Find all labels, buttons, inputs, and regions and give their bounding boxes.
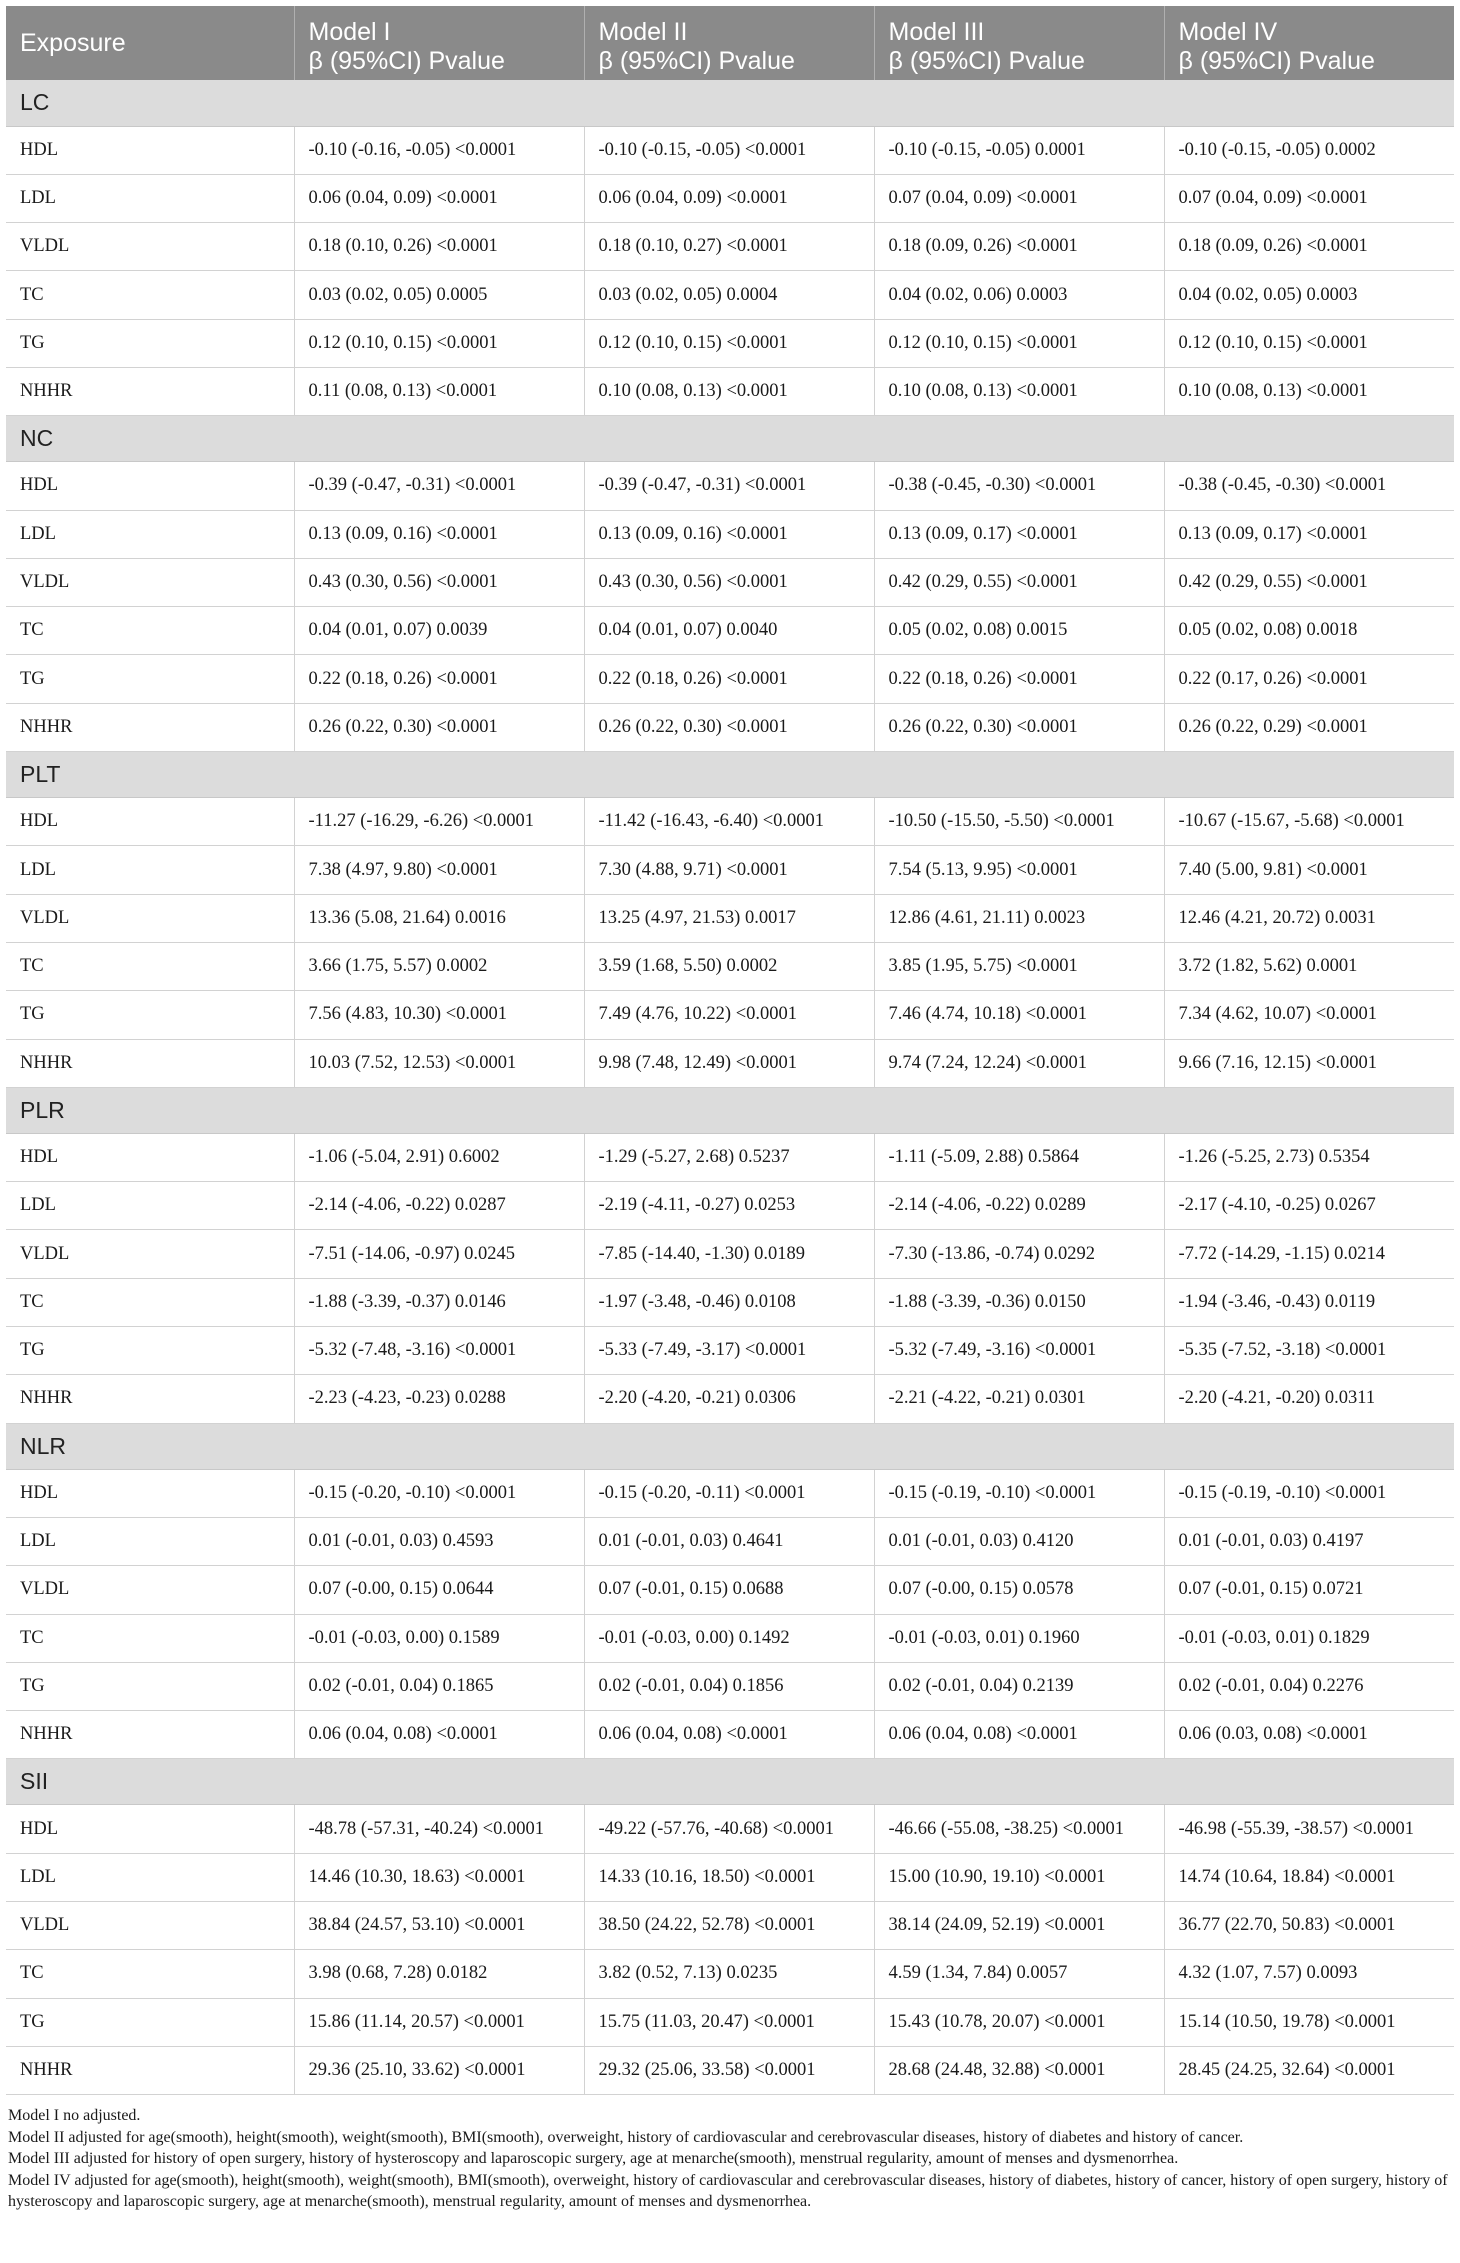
header-model-3 [874,6,1164,80]
model-4-value: -10.67 (-15.67, -5.68) <0.0001 [1164,798,1454,846]
model-1-value: -11.27 (-16.29, -6.26) <0.0001 [294,798,584,846]
model-3-value: 3.85 (1.95, 5.75) <0.0001 [874,942,1164,990]
exposure-label: NHHR [6,1375,294,1423]
model-2-value: 0.04 (0.01, 0.07) 0.0040 [584,607,874,655]
model-2-value: 0.06 (0.04, 0.08) <0.0001 [584,1711,874,1759]
model-1-value: -1.88 (-3.39, -0.37) 0.0146 [294,1278,584,1326]
header-exposure: Exposure [6,6,294,80]
model-3-value: -1.88 (-3.39, -0.36) 0.0150 [874,1278,1164,1326]
model-2-value: -2.19 (-4.11, -0.27) 0.0253 [584,1182,874,1230]
group-row [6,1759,1454,1805]
model-2-value: -0.39 (-0.47, -0.31) <0.0001 [584,462,874,510]
table-row [6,798,1454,846]
table-row [6,1998,1454,2046]
model-2-value: 0.18 (0.10, 0.27) <0.0001 [584,223,874,271]
model-3-value: 15.00 (10.90, 19.10) <0.0001 [874,1853,1164,1901]
model-3-value: 12.86 (4.61, 21.11) 0.0023 [874,894,1164,942]
header-model-2-name: Model II [598,18,688,46]
model-3-value: 0.13 (0.09, 0.17) <0.0001 [874,510,1164,558]
model-4-value: 0.02 (-0.01, 0.04) 0.2276 [1164,1662,1454,1710]
exposure-label: TC [6,1614,294,1662]
model-4-value: 0.05 (0.02, 0.08) 0.0018 [1164,607,1454,655]
model-1-value: 0.03 (0.02, 0.05) 0.0005 [294,271,584,319]
model-1-value: -2.14 (-4.06, -0.22) 0.0287 [294,1182,584,1230]
exposure-label: TC [6,1278,294,1326]
model-4-value: 15.14 (10.50, 19.78) <0.0001 [1164,1998,1454,2046]
table-row [6,1711,1454,1759]
footnote: Model IV adjusted for age(smooth), height(smooth), weight(smooth), BMI(smooth), overweight, history of cardiovascular and cerebrovascular diseases, history of diabetes, history of cancer, history of open surgery, history of hysteroscopy and laparoscopic surgery, age at menarche(smooth), menstrual regularity, amount of menses and dysmenorrhea. [8,2171,1448,2211]
header-model-1-sub: β (95%CI) Pvalue [308,47,505,75]
model-3-value: -0.10 (-0.15, -0.05) 0.0001 [874,126,1164,174]
model-3-value: 0.05 (0.02, 0.08) 0.0015 [874,607,1164,655]
model-2-value: -1.29 (-5.27, 2.68) 0.5237 [584,1133,874,1181]
model-4-value: 3.72 (1.82, 5.62) 0.0001 [1164,942,1454,990]
model-3-value: 15.43 (10.78, 20.07) <0.0001 [874,1998,1164,2046]
exposure-label: HDL [6,126,294,174]
table-row [6,462,1454,510]
model-3-value: 0.07 (0.04, 0.09) <0.0001 [874,174,1164,222]
model-1-value: 14.46 (10.30, 18.63) <0.0001 [294,1853,584,1901]
model-4-value: 0.12 (0.10, 0.15) <0.0001 [1164,319,1454,367]
footnote: Model III adjusted for history of open surgery, history of hysteroscopy and laparoscopic surgery, age at menarche(smooth), menstrual regularity, amount of menses and dysmenorrhea. [8,2150,1179,2168]
model-1-value: 0.43 (0.30, 0.56) <0.0001 [294,558,584,606]
model-3-value: -5.32 (-7.49, -3.16) <0.0001 [874,1327,1164,1375]
model-2-value: 15.75 (11.03, 20.47) <0.0001 [584,1998,874,2046]
table-row [6,1375,1454,1423]
model-2-value: -0.01 (-0.03, 0.00) 0.1492 [584,1614,874,1662]
model-2-value: 13.25 (4.97, 21.53) 0.0017 [584,894,874,942]
model-2-value: 0.26 (0.22, 0.30) <0.0001 [584,703,874,751]
model-3-value: -0.15 (-0.19, -0.10) <0.0001 [874,1469,1164,1517]
model-1-value: -7.51 (-14.06, -0.97) 0.0245 [294,1230,584,1278]
table-row [6,223,1454,271]
model-2-value: 3.82 (0.52, 7.13) 0.0235 [584,1950,874,1998]
model-1-value: 0.06 (0.04, 0.08) <0.0001 [294,1711,584,1759]
model-4-value: -1.26 (-5.25, 2.73) 0.5354 [1164,1133,1454,1181]
model-2-value: 0.43 (0.30, 0.56) <0.0001 [584,558,874,606]
model-1-value: 3.66 (1.75, 5.57) 0.0002 [294,942,584,990]
table-row [6,319,1454,367]
model-4-value: 9.66 (7.16, 12.15) <0.0001 [1164,1039,1454,1087]
model-2-value: 38.50 (24.22, 52.78) <0.0001 [584,1902,874,1950]
model-2-value: 0.13 (0.09, 0.16) <0.0001 [584,510,874,558]
model-4-value: -7.72 (-14.29, -1.15) 0.0214 [1164,1230,1454,1278]
group-label: PLT [6,752,1454,798]
model-4-value: -0.01 (-0.03, 0.01) 0.1829 [1164,1614,1454,1662]
model-4-value: 0.13 (0.09, 0.17) <0.0001 [1164,510,1454,558]
table-row [6,2046,1454,2094]
model-4-value: 7.40 (5.00, 9.81) <0.0001 [1164,846,1454,894]
table-row [6,271,1454,319]
table-row [6,1230,1454,1278]
exposure-label: TC [6,1950,294,1998]
model-4-value: 0.07 (-0.01, 0.15) 0.0721 [1164,1566,1454,1614]
model-2-value: -49.22 (-57.76, -40.68) <0.0001 [584,1805,874,1853]
footnote: Model II adjusted for age(smooth), height(smooth), weight(smooth), BMI(smooth), overweight, history of cardiovascular and cerebrovascular diseases, history of diabetes and history of cancer. [8,2128,1244,2146]
model-3-value: 4.59 (1.34, 7.84) 0.0057 [874,1950,1164,1998]
group-label: NLR [6,1423,1454,1469]
model-3-value: 0.22 (0.18, 0.26) <0.0001 [874,655,1164,703]
exposure-label: LDL [6,1853,294,1901]
model-2-value: 0.07 (-0.01, 0.15) 0.0688 [584,1566,874,1614]
exposure-label: VLDL [6,558,294,606]
table-row [6,655,1454,703]
exposure-label: TG [6,319,294,367]
exposure-label: HDL [6,798,294,846]
table-row [6,1469,1454,1517]
model-4-value: -0.38 (-0.45, -0.30) <0.0001 [1164,462,1454,510]
table-row [6,1566,1454,1614]
table-row [6,510,1454,558]
table-row [6,607,1454,655]
group-label: LC [6,80,1454,126]
model-1-value: 29.36 (25.10, 33.62) <0.0001 [294,2046,584,2094]
table-header [6,6,1454,80]
table-row [6,942,1454,990]
table-row [6,1517,1454,1565]
model-4-value: 12.46 (4.21, 20.72) 0.0031 [1164,894,1454,942]
model-1-value: 13.36 (5.08, 21.64) 0.0016 [294,894,584,942]
model-1-value: -0.01 (-0.03, 0.00) 0.1589 [294,1614,584,1662]
exposure-label: TC [6,607,294,655]
exposure-label: TG [6,991,294,1039]
header-model-1 [294,6,584,80]
model-4-value: 0.22 (0.17, 0.26) <0.0001 [1164,655,1454,703]
model-4-value: -1.94 (-3.46, -0.43) 0.0119 [1164,1278,1454,1326]
exposure-label: VLDL [6,894,294,942]
model-4-value: 0.26 (0.22, 0.29) <0.0001 [1164,703,1454,751]
header-model-1-name: Model I [308,18,391,46]
model-4-value: 7.34 (4.62, 10.07) <0.0001 [1164,991,1454,1039]
model-1-value: 10.03 (7.52, 12.53) <0.0001 [294,1039,584,1087]
table-row [6,1853,1454,1901]
model-1-value: 0.13 (0.09, 0.16) <0.0001 [294,510,584,558]
model-2-value: 29.32 (25.06, 33.58) <0.0001 [584,2046,874,2094]
exposure-label: TG [6,1998,294,2046]
group-label: NC [6,416,1454,462]
group-label: SII [6,1759,1454,1805]
table-row [6,1327,1454,1375]
model-3-value: 0.42 (0.29, 0.55) <0.0001 [874,558,1164,606]
model-1-value: -0.10 (-0.16, -0.05) <0.0001 [294,126,584,174]
model-4-value: -2.17 (-4.10, -0.25) 0.0267 [1164,1182,1454,1230]
model-2-value: -2.20 (-4.20, -0.21) 0.0306 [584,1375,874,1423]
regression-results-table [6,6,1454,2095]
model-2-value: 0.06 (0.04, 0.09) <0.0001 [584,174,874,222]
exposure-label: NHHR [6,703,294,751]
model-2-value: 0.22 (0.18, 0.26) <0.0001 [584,655,874,703]
exposure-label: VLDL [6,1902,294,1950]
model-1-value: 3.98 (0.68, 7.28) 0.0182 [294,1950,584,1998]
model-3-value: 7.54 (5.13, 9.95) <0.0001 [874,846,1164,894]
model-1-value: -0.15 (-0.20, -0.10) <0.0001 [294,1469,584,1517]
model-4-value: 0.06 (0.03, 0.08) <0.0001 [1164,1711,1454,1759]
exposure-label: TG [6,1662,294,1710]
exposure-label: NHHR [6,2046,294,2094]
model-3-value: 7.46 (4.74, 10.18) <0.0001 [874,991,1164,1039]
model-3-value: 0.26 (0.22, 0.30) <0.0001 [874,703,1164,751]
model-4-value: -46.98 (-55.39, -38.57) <0.0001 [1164,1805,1454,1853]
group-row [6,1423,1454,1469]
table-footnotes [6,2095,1454,2213]
results-table-container [6,6,1454,2213]
exposure-label: TG [6,1327,294,1375]
table-row [6,1950,1454,1998]
exposure-label: HDL [6,1133,294,1181]
table-row [6,1278,1454,1326]
table-row [6,991,1454,1039]
table-row [6,1039,1454,1087]
model-1-value: 7.56 (4.83, 10.30) <0.0001 [294,991,584,1039]
model-1-value: 15.86 (11.14, 20.57) <0.0001 [294,1998,584,2046]
group-label: PLR [6,1087,1454,1133]
exposure-label: HDL [6,462,294,510]
model-4-value: 0.42 (0.29, 0.55) <0.0001 [1164,558,1454,606]
model-1-value: -48.78 (-57.31, -40.24) <0.0001 [294,1805,584,1853]
exposure-label: VLDL [6,1566,294,1614]
group-row [6,1087,1454,1133]
model-3-value: -2.21 (-4.22, -0.21) 0.0301 [874,1375,1164,1423]
exposure-label: NHHR [6,1039,294,1087]
table-body [6,80,1454,2095]
model-3-value: -0.01 (-0.03, 0.01) 0.1960 [874,1614,1164,1662]
table-row [6,367,1454,415]
table-row [6,846,1454,894]
model-3-value: 28.68 (24.48, 32.88) <0.0001 [874,2046,1164,2094]
table-row [6,894,1454,942]
model-3-value: 9.74 (7.24, 12.24) <0.0001 [874,1039,1164,1087]
model-1-value: 0.18 (0.10, 0.26) <0.0001 [294,223,584,271]
model-3-value: 0.12 (0.10, 0.15) <0.0001 [874,319,1164,367]
model-3-value: -10.50 (-15.50, -5.50) <0.0001 [874,798,1164,846]
group-row [6,752,1454,798]
model-2-value: -5.33 (-7.49, -3.17) <0.0001 [584,1327,874,1375]
model-2-value: -0.15 (-0.20, -0.11) <0.0001 [584,1469,874,1517]
header-model-4-sub: β (95%CI) Pvalue [1178,47,1375,75]
header-model-2-sub: β (95%CI) Pvalue [598,47,795,75]
model-4-value: -5.35 (-7.52, -3.18) <0.0001 [1164,1327,1454,1375]
model-2-value: 0.12 (0.10, 0.15) <0.0001 [584,319,874,367]
group-row [6,80,1454,126]
header-model-3-name: Model III [888,18,985,46]
model-2-value: 0.03 (0.02, 0.05) 0.0004 [584,271,874,319]
table-row [6,558,1454,606]
table-row [6,174,1454,222]
model-4-value: 0.04 (0.02, 0.05) 0.0003 [1164,271,1454,319]
model-2-value: -1.97 (-3.48, -0.46) 0.0108 [584,1278,874,1326]
model-4-value: -0.15 (-0.19, -0.10) <0.0001 [1164,1469,1454,1517]
model-4-value: -2.20 (-4.21, -0.20) 0.0311 [1164,1375,1454,1423]
model-2-value: -7.85 (-14.40, -1.30) 0.0189 [584,1230,874,1278]
model-2-value: 7.30 (4.88, 9.71) <0.0001 [584,846,874,894]
model-2-value: 9.98 (7.48, 12.49) <0.0001 [584,1039,874,1087]
model-4-value: 36.77 (22.70, 50.83) <0.0001 [1164,1902,1454,1950]
model-3-value: 0.04 (0.02, 0.06) 0.0003 [874,271,1164,319]
model-1-value: 0.11 (0.08, 0.13) <0.0001 [294,367,584,415]
model-4-value: 28.45 (24.25, 32.64) <0.0001 [1164,2046,1454,2094]
model-1-value: 7.38 (4.97, 9.80) <0.0001 [294,846,584,894]
model-1-value: 0.26 (0.22, 0.30) <0.0001 [294,703,584,751]
table-row [6,126,1454,174]
model-3-value: 0.18 (0.09, 0.26) <0.0001 [874,223,1164,271]
exposure-label: LDL [6,1182,294,1230]
model-3-value: -0.38 (-0.45, -0.30) <0.0001 [874,462,1164,510]
model-1-value: 0.12 (0.10, 0.15) <0.0001 [294,319,584,367]
model-2-value: 7.49 (4.76, 10.22) <0.0001 [584,991,874,1039]
exposure-label: VLDL [6,223,294,271]
exposure-label: HDL [6,1469,294,1517]
table-row [6,1902,1454,1950]
model-3-value: 0.02 (-0.01, 0.04) 0.2139 [874,1662,1164,1710]
model-3-value: 0.10 (0.08, 0.13) <0.0001 [874,367,1164,415]
model-1-value: 38.84 (24.57, 53.10) <0.0001 [294,1902,584,1950]
model-2-value: 14.33 (10.16, 18.50) <0.0001 [584,1853,874,1901]
exposure-label: TG [6,655,294,703]
model-4-value: 0.18 (0.09, 0.26) <0.0001 [1164,223,1454,271]
model-3-value: 0.06 (0.04, 0.08) <0.0001 [874,1711,1164,1759]
footnote: Model I no adjusted. [8,2107,141,2125]
header-model-3-sub: β (95%CI) Pvalue [888,47,1085,75]
model-1-value: -2.23 (-4.23, -0.23) 0.0288 [294,1375,584,1423]
model-4-value: 4.32 (1.07, 7.57) 0.0093 [1164,1950,1454,1998]
model-4-value: 0.01 (-0.01, 0.03) 0.4197 [1164,1517,1454,1565]
model-1-value: -5.32 (-7.48, -3.16) <0.0001 [294,1327,584,1375]
model-4-value: 14.74 (10.64, 18.84) <0.0001 [1164,1853,1454,1901]
model-1-value: 0.04 (0.01, 0.07) 0.0039 [294,607,584,655]
model-2-value: -11.42 (-16.43, -6.40) <0.0001 [584,798,874,846]
model-1-value: -1.06 (-5.04, 2.91) 0.6002 [294,1133,584,1181]
model-1-value: -0.39 (-0.47, -0.31) <0.0001 [294,462,584,510]
model-2-value: 0.01 (-0.01, 0.03) 0.4641 [584,1517,874,1565]
exposure-label: LDL [6,510,294,558]
exposure-label: TC [6,942,294,990]
model-2-value: 0.10 (0.08, 0.13) <0.0001 [584,367,874,415]
table-row [6,1805,1454,1853]
exposure-label: LDL [6,1517,294,1565]
header-model-4-name: Model IV [1178,18,1278,46]
exposure-label: NHHR [6,1711,294,1759]
model-1-value: 0.22 (0.18, 0.26) <0.0001 [294,655,584,703]
model-2-value: -0.10 (-0.15, -0.05) <0.0001 [584,126,874,174]
model-1-value: 0.07 (-0.00, 0.15) 0.0644 [294,1566,584,1614]
group-row [6,416,1454,462]
table-row [6,703,1454,751]
model-1-value: 0.06 (0.04, 0.09) <0.0001 [294,174,584,222]
exposure-label: TC [6,271,294,319]
table-row [6,1662,1454,1710]
table-row [6,1614,1454,1662]
exposure-label: HDL [6,1805,294,1853]
table-row [6,1182,1454,1230]
exposure-label: NHHR [6,367,294,415]
model-1-value: 0.02 (-0.01, 0.04) 0.1865 [294,1662,584,1710]
model-3-value: -46.66 (-55.08, -38.25) <0.0001 [874,1805,1164,1853]
model-3-value: -2.14 (-4.06, -0.22) 0.0289 [874,1182,1164,1230]
model-3-value: 38.14 (24.09, 52.19) <0.0001 [874,1902,1164,1950]
table-row [6,1133,1454,1181]
model-2-value: 0.02 (-0.01, 0.04) 0.1856 [584,1662,874,1710]
header-model-2 [584,6,874,80]
model-3-value: 0.07 (-0.00, 0.15) 0.0578 [874,1566,1164,1614]
model-3-value: 0.01 (-0.01, 0.03) 0.4120 [874,1517,1164,1565]
header-model-4 [1164,6,1454,80]
exposure-label: LDL [6,846,294,894]
model-4-value: 0.07 (0.04, 0.09) <0.0001 [1164,174,1454,222]
model-3-value: -7.30 (-13.86, -0.74) 0.0292 [874,1230,1164,1278]
exposure-label: LDL [6,174,294,222]
model-4-value: 0.10 (0.08, 0.13) <0.0001 [1164,367,1454,415]
model-3-value: -1.11 (-5.09, 2.88) 0.5864 [874,1133,1164,1181]
model-1-value: 0.01 (-0.01, 0.03) 0.4593 [294,1517,584,1565]
exposure-label: VLDL [6,1230,294,1278]
model-4-value: -0.10 (-0.15, -0.05) 0.0002 [1164,126,1454,174]
model-2-value: 3.59 (1.68, 5.50) 0.0002 [584,942,874,990]
